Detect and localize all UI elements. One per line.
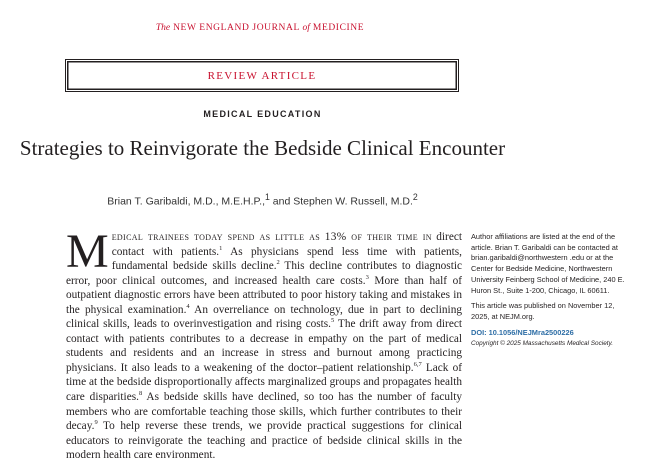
reference-marker: 8 [138,390,143,398]
journal-name-of: of [302,23,310,33]
body-sentence: The drift away from direct contact with patients contributes to a decrease in empathy on the part of medical students and residents and an increase in stress and burnout among practicing physicians. It also leads to a weakening of the doctor–patient relationship. [66,318,462,374]
body-sentence: An overreliance on technology, due in part to declining clinical skills, leads to overinvestigation and rising costs. [66,303,462,331]
publication-note: This article was published on November 12, 2025, at NEJM.org. [471,301,615,321]
reference-marker: 2 [276,259,280,267]
reference-marker: 1 [219,244,223,252]
journal-name-part2: MEDICINE [312,23,365,33]
reference-marker: 4 [186,302,190,310]
body-sentence: As bedside skills have declined, so too has the number of faculty members who are comfortable teaching those skills, which further contributes to their decay. [66,391,462,433]
article-type-banner [65,59,459,92]
affiliations-note: Author affiliations are listed at the end of the article. Brian T. Garibaldi can be contacted at brian.garibaldi@northwestern .edu or at the Center for Bedside Medicine, Northwestern University Feinberg School of Medicine, 240 E. Huron St., Suite 1-200, Chicago, IL 60611. [471,232,625,295]
body-sentence: More than half of outpatient diagnostic errors have been attributed to poor history taking and mistakes in the physical examination. [66,274,462,316]
reference-marker: 5 [331,317,335,325]
body-sentence: This decline contributes to diagnostic error, poor clinical outcomes, and increased health care costs. [66,260,462,287]
reference-marker: 6,7 [413,361,422,369]
article-sidebar [471,232,629,355]
section-label: MEDICAL EDUCATION [203,109,322,119]
doi-link[interactable]: DOI: 10.1056/NEJMra2500226 [471,327,574,337]
journal-name-prefix: The [155,23,171,33]
reference-marker: 9 [94,419,98,427]
journal-masthead [0,23,520,33]
article-type-label: REVIEW ARTICLE [207,70,317,82]
body-sentence: As physicians spend less time with patients, fundamental bedside skills decline. [111,245,462,273]
lead-in-text: edical trainees today spend as little as 13% of their time in [111,231,432,243]
copyright-notice: Copyright © 2025 Massachusetts Medical Society. [471,340,614,348]
drop-cap: M [66,225,109,278]
reference-marker: 3 [365,273,369,281]
author-name: Stephen W. Russell, M.D. [293,195,413,208]
article-body [66,225,462,463]
affiliation-marker: 2 [412,192,418,202]
affiliation-marker: 1 [265,192,270,202]
body-sentence: To help reverse these trends, we provide practical suggestions for clinical educators to reinvigorate the teaching and practice of bedside clinical skills in the modern health care environment. [66,420,462,462]
body-sentence: direct contact with patients. [111,231,462,258]
article-title: Strategies to Reinvigorate the Bedside Clinical Encounter [19,136,506,160]
author-connector: and [269,195,294,208]
body-sentence: Lack of time at the bedside disproportionally affects marginalized groups and propagates health care disparities. [66,361,462,404]
journal-name-part1: NEW ENGLAND JOURNAL [173,23,300,33]
author-name: Brian T. Garibaldi, M.D., M.E.H.P., [107,195,265,208]
author-line [0,192,525,208]
